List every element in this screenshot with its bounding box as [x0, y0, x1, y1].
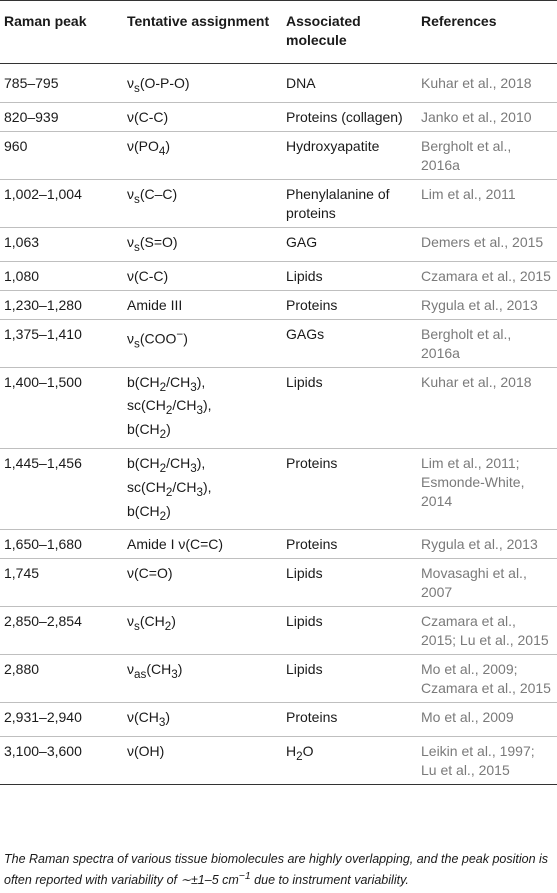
cell-assignment: $\nu_{as}(CH_3)$: [127, 661, 183, 682]
table-row: [0, 319, 557, 367]
table-row: [0, 367, 557, 448]
table-header: [0, 1, 557, 64]
header-tentative-assignment: Tentative assignment: [127, 13, 270, 29]
cell-references: Lim et al., 2011; Esmonde-White, 2014: [421, 454, 525, 509]
table-row: [0, 530, 557, 559]
cell-assignment: ν(C-C): [127, 108, 169, 125]
cell-raman-peak: 1,400–1,500: [4, 373, 82, 390]
cell-molecule: Lipids: [286, 373, 323, 390]
cell-assignment: ν(C-C): [127, 267, 169, 284]
cell-molecule: Proteins: [286, 536, 338, 553]
cell-references: Bergholt et al., 2016a: [421, 325, 512, 361]
table-row: [0, 64, 557, 103]
cell-molecule: Lipids: [286, 267, 323, 284]
cell-raman-peak: 1,445–1,456: [4, 454, 82, 471]
cell-molecule: DNA: [286, 75, 316, 91]
cell-raman-peak: 1,063: [4, 233, 40, 250]
cell-references: Bergholt et al., 2016a: [421, 137, 512, 173]
cell-assignment: ν(OH): [127, 743, 165, 760]
table-body: [0, 64, 557, 785]
table-footnote: The Raman spectra of various tissue biomolecules are highly overlapping, and the peak position is often reported with variability of ∼±1–5 $cm^{-1}$ due to instrument variability.: [4, 852, 549, 888]
header-associated-molecule: Associated molecule: [286, 13, 361, 48]
header-references: References: [421, 13, 497, 29]
cell-assignment: $b(CH_2/CH_3)$, $sc(CH_2/CH_3)$, $b(CH_2)$: [127, 373, 212, 441]
cell-molecule: Phenylalanine of proteins: [286, 185, 390, 221]
cell-molecule: Lipids: [286, 565, 323, 582]
table-row: [0, 179, 557, 227]
cell-assignment: $\nu(CH_3)$: [127, 709, 171, 730]
cell-molecule: Lipids: [286, 661, 323, 678]
table-row: [0, 703, 557, 737]
cell-assignment: ν(C=O): [127, 565, 173, 582]
cell-raman-peak: 1,002–1,004: [4, 185, 82, 202]
cell-molecule: Proteins (collagen): [286, 108, 403, 125]
table-row: [0, 290, 557, 319]
cell-raman-peak: 2,850–2,854: [4, 613, 82, 630]
cell-references: Mo et al., 2009: [421, 709, 514, 726]
cell-raman-peak: 1,745: [4, 565, 40, 582]
cell-references: Rygula et al., 2013: [421, 536, 538, 553]
cell-molecule: Proteins: [286, 296, 338, 313]
table-row: [0, 655, 557, 703]
header-raman-peak: Raman peak: [4, 13, 87, 29]
cell-molecule: GAGs: [286, 325, 325, 342]
cell-assignment: $\nu_s(S=O)$: [127, 233, 178, 254]
cell-molecule: Proteins: [286, 454, 338, 471]
cell-raman-peak: 1,230–1,280: [4, 296, 82, 313]
table-row: [0, 559, 557, 607]
cell-assignment: Amide III: [127, 296, 183, 313]
cell-assignment: Amide I ν(C=C): [127, 536, 224, 553]
cell-references: Lim et al., 2011: [421, 185, 516, 202]
cell-assignment: $\nu_s(O-P-O)$: [127, 75, 190, 95]
cell-references: Kuhar et al., 2018: [421, 75, 532, 91]
cell-molecule: Proteins: [286, 709, 338, 726]
cell-assignment: $\nu(PO_4)$: [127, 137, 171, 158]
cell-raman-peak: 820–939: [4, 108, 59, 125]
cell-references: Kuhar et al., 2018: [421, 373, 532, 390]
cell-assignment: $\nu_s(CH_2)$: [127, 613, 176, 634]
cell-assignment: $\nu_s(C-C)$: [127, 185, 178, 206]
cell-raman-peak: 2,880: [4, 661, 40, 678]
cell-references: Leikin et al., 1997; Lu et al., 2015: [421, 743, 535, 779]
cell-molecule: Hydroxyapatite: [286, 137, 380, 154]
cell-assignment: $\nu_s(COO^-)$: [127, 327, 188, 351]
cell-assignment: $b(CH_2/CH_3)$, $sc(CH_2/CH_3)$, $b(CH_2)$: [127, 454, 212, 523]
cell-references: Demers et al., 2015: [421, 233, 544, 250]
table-row: [0, 227, 557, 261]
table-row: [0, 607, 557, 655]
table-row: [0, 102, 557, 131]
cell-raman-peak: 960: [4, 137, 28, 154]
cell-molecule: GAG: [286, 233, 318, 250]
cell-molecule: $H_2O$: [286, 743, 314, 763]
cell-references: Janko et al., 2010: [421, 108, 532, 125]
cell-raman-peak: 2,931–2,940: [4, 709, 82, 726]
cell-references: Czamara et al., 2015; Lu et al., 2015: [421, 613, 549, 649]
cell-references: Rygula et al., 2013: [421, 296, 538, 313]
table-row: [0, 261, 557, 290]
cell-molecule: Lipids: [286, 613, 323, 630]
table-row: [0, 448, 557, 529]
cell-raman-peak: 785–795: [4, 75, 59, 91]
cell-raman-peak: 1,650–1,680: [4, 536, 82, 553]
table-row: [0, 131, 557, 179]
table-row: [0, 737, 557, 785]
cell-references: Czamara et al., 2015: [421, 267, 551, 284]
cell-references: Mo et al., 2009; Czamara et al., 2015: [421, 661, 551, 697]
cell-raman-peak: 3,100–3,600: [4, 743, 82, 760]
cell-raman-peak: 1,080: [4, 267, 40, 284]
cell-raman-peak: 1,375–1,410: [4, 325, 82, 342]
cell-references: Movasaghi et al., 2007: [421, 565, 527, 601]
